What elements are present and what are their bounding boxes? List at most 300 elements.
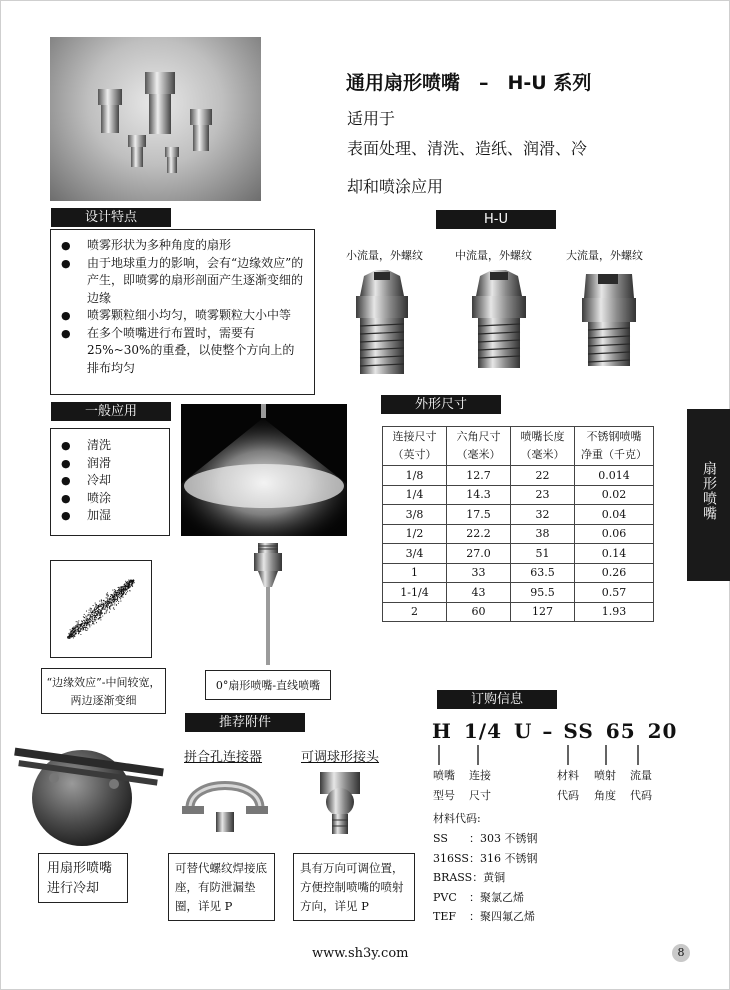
spray-droplet (70, 629, 71, 630)
spray-droplet (125, 586, 126, 587)
table-cell: 0.06 (575, 524, 654, 544)
spray-droplet (123, 591, 124, 592)
spray-droplet (92, 623, 93, 624)
spray-droplet (106, 605, 107, 606)
table-cell: 1.93 (575, 602, 654, 622)
spray-droplet (96, 618, 97, 619)
spray-droplet (98, 618, 99, 619)
material-row: SS ：303 不锈钢 (433, 832, 538, 845)
spray-droplet (89, 625, 90, 626)
column-header: 六角尺寸 （毫米） (447, 427, 511, 466)
split-clamp-photo (180, 768, 270, 838)
cooling-disc-photo (14, 744, 164, 850)
spray-droplet (134, 582, 135, 583)
spray-droplet (98, 605, 99, 606)
spray-droplet (101, 613, 102, 614)
accessories-header: 推荐附件 (185, 713, 305, 732)
edge-effect-caption-box (41, 668, 166, 714)
table-cell: 2 (383, 602, 447, 622)
spray-droplet (82, 629, 83, 630)
spray-droplet (109, 597, 110, 598)
spray-droplet (107, 609, 108, 610)
spray-droplet (104, 605, 105, 606)
spray-droplet (87, 628, 88, 629)
spray-droplet (99, 606, 100, 607)
product-group-photo (50, 37, 261, 201)
spray-droplet (119, 588, 120, 589)
spray-droplet (87, 615, 88, 616)
spray-droplet (103, 600, 104, 601)
page-number: 8 (677, 946, 685, 959)
spray-droplet (121, 590, 122, 591)
spray-droplet (73, 637, 74, 638)
spray-droplet (132, 583, 133, 584)
spray-droplet (119, 587, 120, 588)
spray-droplet (121, 589, 122, 590)
table-row (383, 466, 654, 486)
hu-caption-large: 大流量，外螺纹 (566, 249, 643, 262)
edge-effect-figure (50, 560, 152, 658)
table-row (383, 485, 654, 505)
design-features-header: 设计特点 (51, 208, 171, 227)
spray-droplet (120, 597, 121, 598)
spray-droplet (116, 605, 117, 606)
spray-droplet (76, 631, 77, 632)
spray-droplet (96, 615, 97, 616)
table-cell: 12.7 (447, 466, 511, 486)
table-cell: 27.0 (447, 544, 511, 564)
spray-droplet (105, 607, 106, 608)
spray-droplet (93, 621, 94, 622)
spray-droplet (86, 611, 87, 612)
spray-droplet (100, 615, 101, 616)
spray-droplet (118, 603, 119, 604)
order-code (432, 719, 677, 743)
spray-droplet (110, 609, 111, 610)
spray-droplet (73, 626, 74, 627)
spray-droplet (125, 594, 126, 595)
spray-droplet (89, 624, 90, 625)
spray-droplet (109, 612, 110, 613)
spray-droplet (92, 619, 93, 620)
spray-droplet (75, 626, 76, 627)
spray-droplet (94, 607, 95, 608)
spray-droplet (107, 596, 108, 597)
spray-droplet (117, 597, 118, 598)
spray-droplet (87, 618, 88, 619)
spray-droplet (130, 582, 131, 583)
nozzle-large-photo (578, 268, 640, 370)
spray-droplet (99, 613, 100, 614)
footer-url[interactable]: www.sh3y.com (312, 946, 409, 961)
spray-droplet (107, 592, 108, 593)
spray-droplet (101, 606, 102, 607)
spray-droplet (114, 604, 115, 605)
spray-droplet (95, 604, 96, 605)
table-cell: 22 (511, 466, 575, 486)
spray-droplet (71, 633, 72, 634)
side-tab (687, 409, 730, 581)
spray-droplet (71, 631, 72, 632)
spray-droplet (69, 634, 70, 635)
table-cell: 1/4 (383, 485, 447, 505)
spray-droplet (105, 601, 106, 602)
table-cell: 63.5 (511, 563, 575, 583)
spray-droplet (101, 600, 102, 601)
spray-droplet (80, 626, 81, 627)
spray-droplet (106, 611, 107, 612)
spray-droplet (132, 580, 133, 581)
materials-list (433, 829, 538, 927)
spray-droplet (85, 630, 86, 631)
accessory-2-desc-box (293, 853, 415, 921)
spray-droplet (116, 601, 117, 602)
applies-line-1: 表面处理、清洗、造纸、润滑、冷 (347, 139, 588, 158)
spray-droplet (97, 610, 98, 611)
spray-droplet (77, 629, 78, 630)
table-row (383, 505, 654, 525)
spray-droplet (122, 590, 123, 591)
spray-droplet (87, 622, 88, 623)
table-cell: 0.014 (575, 466, 654, 486)
spray-droplet (90, 624, 91, 625)
accessory-1-title: 拼合孔连接器 (184, 750, 263, 765)
spray-droplet (109, 603, 110, 604)
materials-title: 材料代码: (433, 812, 481, 825)
spray-droplet (72, 629, 73, 630)
spray-droplet (115, 599, 116, 600)
spray-droplet (121, 587, 122, 588)
spray-droplet (100, 611, 101, 612)
spray-droplet (99, 617, 100, 618)
spray-droplet (112, 599, 113, 600)
spray-droplet (99, 615, 100, 616)
spray-droplet (110, 599, 111, 600)
spray-droplet (129, 583, 130, 584)
table-cell: 0.02 (575, 485, 654, 505)
spray-droplet (122, 586, 123, 587)
page-title: 通用扇形喷嘴 – H-U 系列 (346, 72, 592, 94)
material-row: 316SS：316 不锈钢 (433, 851, 538, 865)
spray-droplet (118, 601, 119, 602)
spray-droplet (99, 614, 100, 615)
spray-droplet (75, 633, 76, 634)
spray-droplet (99, 601, 100, 602)
spray-droplet (77, 626, 78, 627)
spray-droplet (84, 617, 85, 618)
spray-droplet (91, 613, 92, 614)
dimensions-header: 外形尺寸 (381, 395, 501, 414)
table-row (383, 602, 654, 622)
spray-droplet (114, 589, 115, 590)
spray-droplet (113, 592, 114, 593)
spray-droplet (129, 587, 130, 588)
spray-droplet (102, 615, 103, 616)
spray-droplet (123, 592, 124, 593)
spray-droplet (110, 596, 111, 597)
spray-droplet (72, 628, 73, 629)
spray-droplet (94, 619, 95, 620)
table-cell: 38 (511, 524, 575, 544)
spray-droplet (70, 632, 71, 633)
spray-droplet (126, 588, 127, 589)
spray-droplet (78, 623, 79, 624)
spray-droplet (123, 589, 124, 590)
spray-droplet (76, 621, 77, 622)
spray-droplet (72, 633, 73, 634)
spray-droplet (99, 609, 100, 610)
spray-droplet (92, 618, 93, 619)
spray-droplet (78, 628, 79, 629)
spray-droplet (125, 584, 126, 585)
spray-droplet (74, 632, 75, 633)
spray-droplet (95, 609, 96, 610)
spray-droplet (79, 624, 80, 625)
spray-droplet (117, 592, 118, 593)
spray-droplet (121, 595, 122, 596)
spray-droplet (83, 625, 84, 626)
spray-droplet (86, 618, 87, 619)
spray-droplet (87, 619, 88, 620)
spray-droplet (86, 627, 87, 628)
spray-droplet (71, 636, 72, 637)
application-item: ● 润滑 (57, 455, 169, 473)
spray-droplet (122, 597, 123, 598)
spray-droplet (91, 614, 92, 615)
material-row: TEF ：聚四氟乙烯 (433, 910, 535, 923)
spray-droplet (113, 602, 114, 603)
spray-droplet (89, 622, 90, 623)
spray-droplet (91, 620, 92, 621)
application-item: ● 喷涂 (57, 490, 169, 508)
spray-droplet (88, 621, 89, 622)
spray-droplet (97, 608, 98, 609)
table-row (383, 524, 654, 544)
spray-droplet (68, 636, 69, 637)
spray-droplet (94, 617, 95, 618)
ordering-header: 订购信息 (437, 690, 557, 709)
spray-droplet (115, 592, 116, 593)
spray-droplet (114, 594, 115, 595)
table-cell: 3/8 (383, 505, 447, 525)
table-cell: 43 (447, 583, 511, 603)
spray-droplet (96, 614, 97, 615)
spray-droplet (100, 612, 101, 613)
spray-droplet (103, 607, 104, 608)
spray-droplet (101, 601, 102, 602)
spray-droplet (88, 612, 89, 613)
spray-droplet (127, 585, 128, 586)
spray-droplet (92, 617, 93, 618)
spray-droplet (69, 637, 70, 638)
spray-droplet (106, 612, 107, 613)
order-code-size: 1/4 (463, 719, 503, 743)
spray-droplet (102, 613, 103, 614)
spray-droplet (124, 589, 125, 590)
spray-droplet (129, 581, 130, 582)
design-feature-item: ● 喷雾颗粒细小均匀，喷雾颗粒大小中等 (57, 307, 306, 325)
spray-droplet (77, 624, 78, 625)
spray-droplet (127, 591, 128, 592)
spray-droplet (86, 630, 87, 631)
order-code-connectors (430, 745, 660, 769)
spray-droplet (100, 605, 101, 606)
spray-droplet (92, 611, 93, 612)
spray-droplet (86, 624, 87, 625)
table-cell: 0.04 (575, 505, 654, 525)
design-feature-item: ● 在多个喷嘴进行布置时，需要有25%~30%的重叠，以使整个方向上的排布均匀 (57, 325, 306, 378)
spray-droplet (90, 608, 91, 609)
table-row (383, 583, 654, 603)
spray-droplet (96, 622, 97, 623)
column-header: 不锈钢喷嘴 净重（千克） (575, 427, 654, 466)
spray-droplet (112, 604, 113, 605)
table-cell: 0.26 (575, 563, 654, 583)
spray-droplet (129, 590, 130, 591)
spray-droplet (95, 603, 96, 604)
accessory-1-desc: 可替代螺纹焊接底座，有防泄漏垫圈，详见 P (175, 861, 267, 913)
spray-droplet (126, 584, 127, 585)
spray-droplet (74, 628, 75, 629)
order-code-dash: – (542, 719, 554, 743)
spray-droplet (81, 623, 82, 624)
spray-droplet (123, 588, 124, 589)
spray-droplet (125, 588, 126, 589)
spray-droplet (112, 605, 113, 606)
spray-droplet (71, 632, 72, 633)
spray-droplet (104, 604, 105, 605)
spray-droplet (82, 628, 83, 629)
spray-droplet (71, 635, 72, 636)
spray-droplet (127, 581, 128, 582)
spray-droplet (115, 598, 116, 599)
spray-droplet (101, 608, 102, 609)
column-header: 连接尺寸 （英寸） (383, 427, 447, 466)
accessory-1-desc-box (168, 853, 275, 921)
spray-droplet (104, 613, 105, 614)
applies-line-2: 却和喷涂应用 (347, 177, 444, 196)
order-label-type: 喷嘴 型号 (433, 769, 455, 802)
general-applications-header: 一般应用 (51, 402, 171, 421)
spray-droplet (106, 597, 107, 598)
spray-droplet (78, 620, 79, 621)
spray-droplet (128, 586, 129, 587)
spray-droplet (79, 627, 80, 628)
spray-droplet (108, 595, 109, 596)
spray-droplet (86, 620, 87, 621)
spray-droplet (111, 602, 112, 603)
order-label-flow: 流量 代码 (630, 769, 652, 802)
cooling-caption: 用扇形喷嘴进行冷却 (47, 861, 113, 896)
spray-droplet (94, 613, 95, 614)
spray-droplet (75, 634, 76, 635)
spray-droplet (121, 588, 122, 589)
spray-droplet (85, 623, 86, 624)
spray-droplet (87, 623, 88, 624)
spray-droplet (131, 585, 132, 586)
spray-droplet (89, 626, 90, 627)
spray-droplet (74, 636, 75, 637)
spray-droplet (89, 614, 90, 615)
spray-droplet (126, 592, 127, 593)
spray-droplet (120, 601, 121, 602)
spray-droplet (99, 604, 100, 605)
table-cell: 33 (447, 563, 511, 583)
order-label-angle: 喷射 角度 (594, 769, 616, 802)
spray-droplet (112, 595, 113, 596)
table-cell: 0.14 (575, 544, 654, 564)
table-row (383, 563, 654, 583)
spray-droplet (80, 634, 81, 635)
table-cell: 1/8 (383, 466, 447, 486)
spray-droplet (82, 622, 83, 623)
spray-droplet (75, 629, 76, 630)
spray-pattern-photo (181, 404, 347, 536)
table-cell: 127 (511, 602, 575, 622)
general-applications-box (50, 428, 170, 536)
table-cell: 0.57 (575, 583, 654, 603)
table-cell: 60 (447, 602, 511, 622)
application-item: ● 冷却 (57, 472, 169, 490)
spray-droplet (114, 609, 115, 610)
spray-droplet (74, 631, 75, 632)
accessory-2-desc: 具有万向可调位置，方便控制喷嘴的喷射方向，详见 P (300, 861, 404, 913)
spray-droplet (125, 591, 126, 592)
table-cell: 3/4 (383, 544, 447, 564)
spray-droplet (109, 600, 110, 601)
spray-droplet (102, 607, 103, 608)
applies-label: 适用于 (347, 109, 396, 128)
spray-droplet (75, 627, 76, 628)
spray-droplet (127, 583, 128, 584)
order-code-series: U (513, 719, 533, 743)
spray-droplet (122, 587, 123, 588)
spray-droplet (118, 587, 119, 588)
order-code-material: SS (563, 719, 594, 743)
spray-droplet (107, 599, 108, 600)
spray-droplet (119, 592, 120, 593)
spray-droplet (94, 610, 95, 611)
spray-droplet (93, 623, 94, 624)
spray-droplet (106, 602, 107, 603)
table-header-row (383, 427, 654, 466)
spray-droplet (81, 625, 82, 626)
spray-droplet (95, 613, 96, 614)
design-feature-item: ● 由于地球重力的影响，会有“边缘效应”的产生，即喷雾的扇形剖面产生逐渐变细的边缘 (57, 255, 306, 308)
spray-droplet (98, 608, 99, 609)
spray-droplet (93, 605, 94, 606)
material-row: BRASS：黄铜 (433, 871, 506, 884)
spray-droplet (85, 627, 86, 628)
table-cell: 95.5 (511, 583, 575, 603)
spray-droplet (73, 635, 74, 636)
spray-droplet (115, 591, 116, 592)
order-code-angle: 65 (605, 719, 636, 743)
application-item: ● 清洗 (57, 437, 169, 455)
spray-droplet (117, 598, 118, 599)
spray-droplet (85, 629, 86, 630)
spray-droplet (80, 629, 81, 630)
spray-droplet (121, 592, 122, 593)
spray-droplet (78, 633, 79, 634)
spray-droplet (94, 621, 95, 622)
spray-droplet (90, 611, 91, 612)
spray-droplet (73, 631, 74, 632)
spray-droplet (94, 615, 95, 616)
spray-droplet (96, 613, 97, 614)
spray-droplet (113, 608, 114, 609)
order-label-material: 材料 代码 (557, 769, 579, 802)
